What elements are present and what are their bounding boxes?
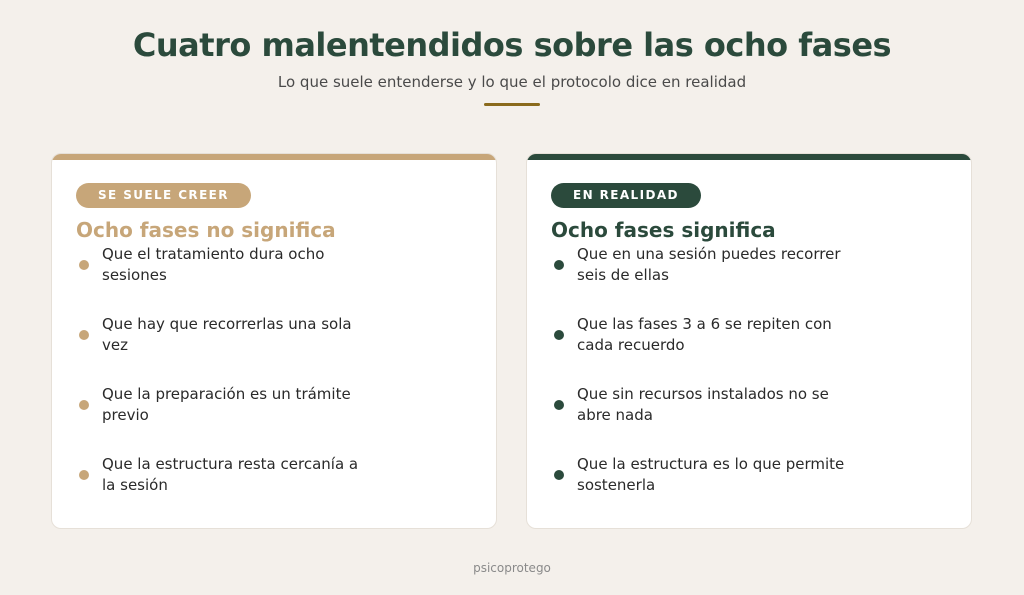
bullet-dot-icon xyxy=(79,330,89,340)
list-item xyxy=(551,454,851,524)
list-item-text: Que en una sesión puedes recorrer seis de ellas xyxy=(577,245,841,284)
myths-card-top-bar xyxy=(52,154,496,160)
list-item xyxy=(76,244,376,314)
bullet-dot-icon xyxy=(554,260,564,270)
list-item xyxy=(76,314,376,384)
myths-list xyxy=(76,244,376,524)
page-title: Cuatro malentendidos sobre las ocho fases xyxy=(132,26,892,64)
reality-list xyxy=(551,244,851,524)
reality-badge: EN REALIDAD xyxy=(551,183,701,208)
myths-badge: SE SUELE CREER xyxy=(76,183,251,208)
list-item-text: Que el tratamiento dura ocho sesiones xyxy=(102,245,325,284)
bullet-dot-icon xyxy=(79,470,89,480)
footer-brand: psicoprotego xyxy=(473,561,551,575)
myths-heading: Ocho fases no significa xyxy=(76,218,336,242)
bullet-dot-icon xyxy=(554,470,564,480)
list-item xyxy=(551,314,851,384)
bullet-dot-icon xyxy=(79,260,89,270)
list-item-text: Que la preparación es un trámite previo xyxy=(102,385,351,424)
reality-heading: Ocho fases significa xyxy=(551,218,776,242)
list-item xyxy=(551,244,851,314)
myths-card xyxy=(51,153,497,529)
list-item-text: Que las fases 3 a 6 se repiten con cada recuerdo xyxy=(577,315,832,354)
list-item xyxy=(76,454,376,524)
list-item-text: Que la estructura es lo que permite sostenerla xyxy=(577,455,845,494)
title-divider xyxy=(484,103,540,106)
reality-card-top-bar xyxy=(527,154,971,160)
list-item xyxy=(551,384,851,454)
bullet-dot-icon xyxy=(79,400,89,410)
bullet-dot-icon xyxy=(554,330,564,340)
page-subtitle: Lo que suele entenderse y lo que el protocolo dice en realidad xyxy=(277,73,747,91)
reality-card xyxy=(526,153,972,529)
list-item-text: Que hay que recorrerlas una sola vez xyxy=(102,315,352,354)
bullet-dot-icon xyxy=(554,400,564,410)
list-item-text: Que sin recursos instalados no se abre nada xyxy=(577,385,829,424)
list-item xyxy=(76,384,376,454)
list-item-text: Que la estructura resta cercanía a la sesión xyxy=(102,455,359,494)
